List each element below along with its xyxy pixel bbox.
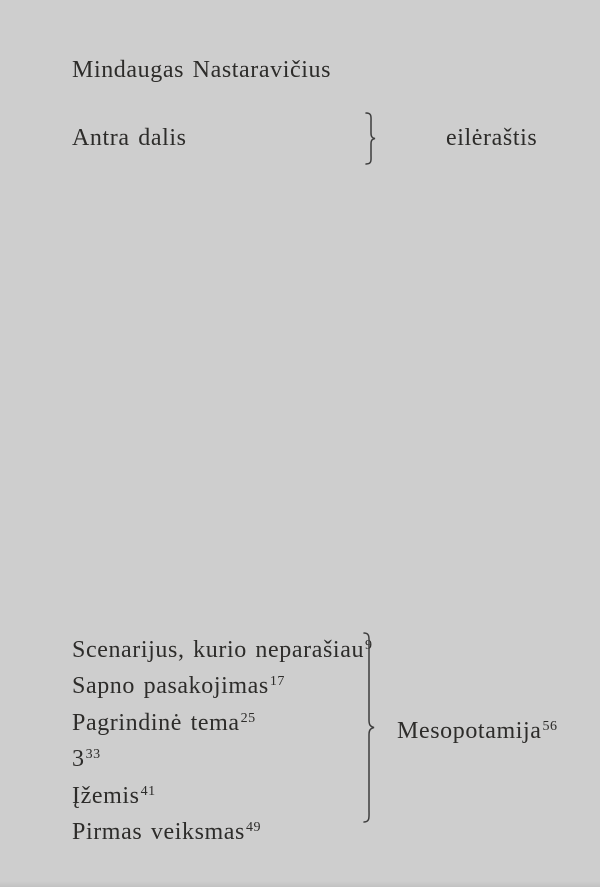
toc-item-page-number: 41 <box>140 783 156 799</box>
part-title: Antra dalis <box>72 125 187 151</box>
toc-item <box>72 780 373 816</box>
toc-item-page-number: 49 <box>246 820 261 836</box>
toc-item-title: Įžemis <box>72 782 140 809</box>
toc-item <box>72 634 373 670</box>
author-name: Mindaugas Nastaravičius <box>72 57 332 83</box>
toc-item-page-number: 9 <box>365 638 373 653</box>
toc-item <box>72 816 373 852</box>
toc-item-title: Sapno pasakojimas <box>72 673 269 700</box>
genre-label: eilėraštis <box>446 125 538 151</box>
toc-item <box>72 743 373 779</box>
toc-item <box>72 707 373 743</box>
page-bottom-edge <box>0 881 600 887</box>
toc-item-title: Pagrindinė tema <box>72 709 240 736</box>
curly-brace-icon <box>364 112 377 165</box>
toc-item-title: Pirmas veiksmas <box>72 819 245 846</box>
toc-group-page-number: 56 <box>542 719 558 734</box>
toc-item-title: Scenarijus, kurio neparašiau <box>72 637 365 663</box>
toc-item-title: 3 <box>72 746 85 773</box>
toc-item-page-number: 17 <box>269 674 285 690</box>
toc-list <box>72 634 373 852</box>
toc-item-page-number: 25 <box>240 710 256 726</box>
toc-item-page-number: 33 <box>85 747 101 763</box>
curly-brace-icon <box>362 632 376 823</box>
toc-group-title-text: Mesopotamija <box>397 718 542 744</box>
toc-item <box>72 670 373 706</box>
toc-group-title <box>397 719 558 743</box>
